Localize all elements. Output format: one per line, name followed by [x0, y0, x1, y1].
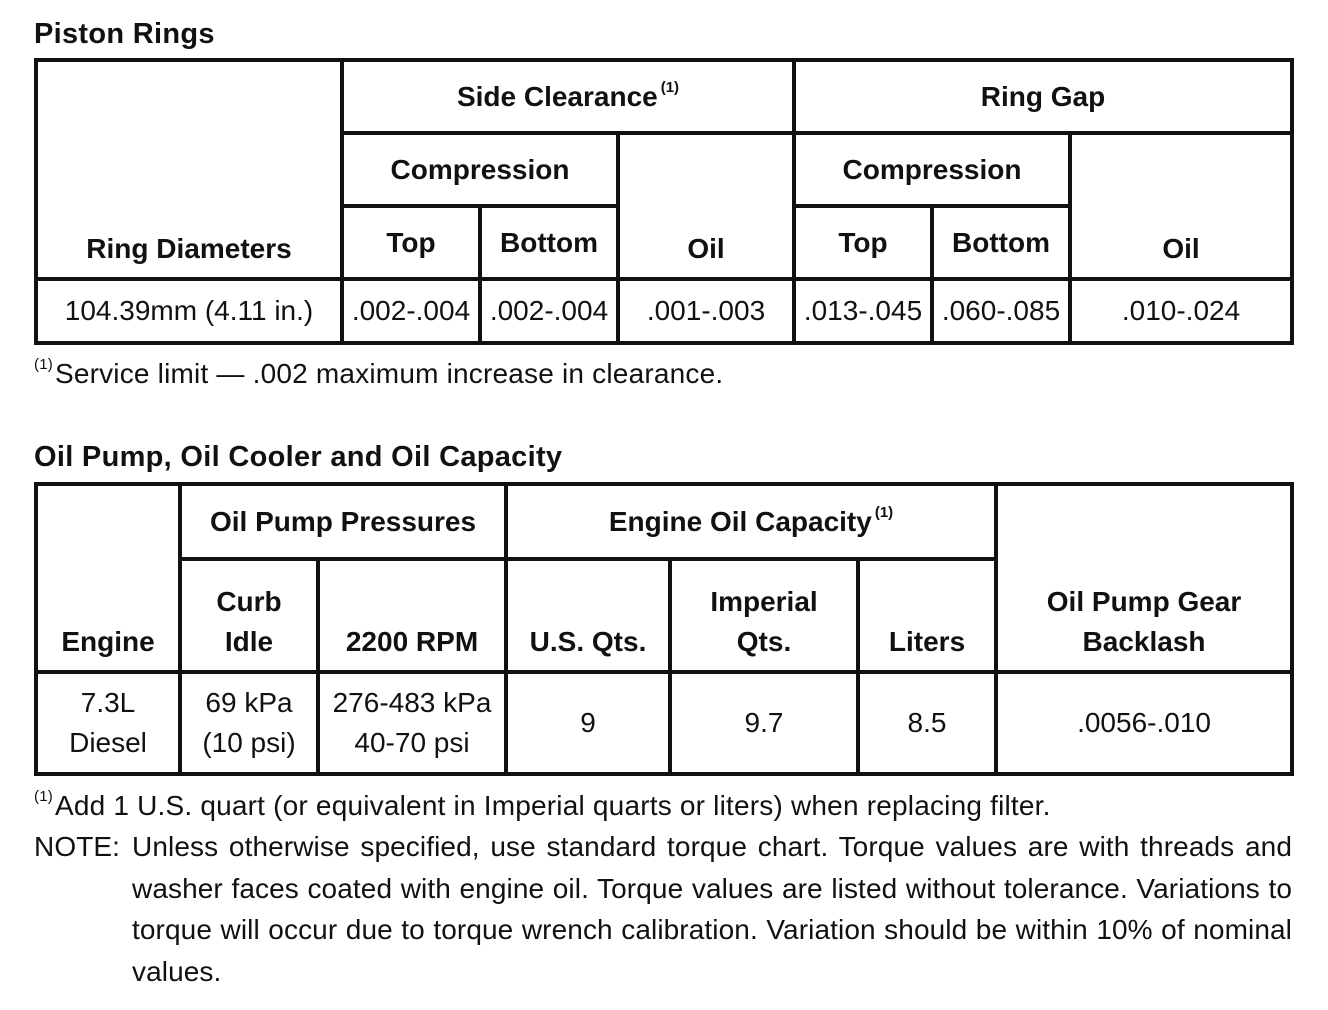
curb-idle-header: [180, 559, 318, 672]
footnote-text: Service limit — .002 maximum increase in clearance.: [54, 358, 724, 389]
side-clearance-label: Side Clearance: [456, 80, 658, 112]
side-clearance-header: [342, 60, 794, 133]
ring-diameters-header: Ring Diameters: [36, 60, 342, 279]
oil-pump-title: Oil Pump, Oil Cooler and Oil Capacity: [34, 441, 563, 473]
sc-oil-value: .001-.003: [618, 279, 794, 343]
engine-value: [36, 672, 180, 774]
side-clearance-footnote-marker: (1): [660, 78, 680, 96]
gear-backlash-line1: Oil Pump Gear: [1046, 586, 1242, 617]
rg-bottom-header: Bottom: [932, 206, 1070, 279]
us-qts-header: U.S. Qts.: [506, 559, 670, 672]
ring-gap-header: Ring Gap: [794, 60, 1292, 133]
imperial-qts-line2: Qts.: [736, 626, 792, 657]
footnote-text: Add 1 U.S. quart (or equivalent in Imperial quarts or liters) when replacing filter.: [54, 790, 1051, 821]
curb-idle-value-line1: 69 kPa: [205, 687, 293, 718]
footnote-marker: (1): [34, 356, 53, 373]
ring-diameter-value: 104.39mm (4.11 in.): [36, 279, 342, 343]
liters-value: 8.5: [858, 672, 996, 774]
sc-oil-header: Oil: [618, 133, 794, 279]
oil-capacity-label: Engine Oil Capacity: [608, 505, 872, 537]
rg-top-header: Top: [794, 206, 932, 279]
imperial-qts-line1: Imperial: [710, 586, 818, 617]
curb-idle-line2: Idle: [224, 626, 274, 657]
liters-header: Liters: [858, 559, 996, 672]
curb-idle-value: [180, 672, 318, 774]
rpm-value-line1: 276-483 kPa: [332, 687, 492, 718]
gear-backlash-value: .0056-.010: [996, 672, 1292, 774]
curb-idle-line1: Curb: [216, 586, 282, 617]
oil-capacity-header: [506, 484, 996, 559]
rg-compression-header: Compression: [794, 133, 1070, 206]
sc-compression-header: Compression: [342, 133, 618, 206]
engine-value-line2: Diesel: [69, 727, 147, 758]
rg-oil-header: Oil: [1070, 133, 1292, 279]
sc-top-header: Top: [342, 206, 480, 279]
gear-backlash-header: [996, 484, 1292, 672]
oil-capacity-footnote-marker: (1): [874, 503, 894, 521]
rg-oil-value: .010-.024: [1070, 279, 1292, 343]
note-label: NOTE:: [34, 831, 121, 862]
oil-pump-footnote: [34, 788, 1051, 821]
gear-backlash-line2: Backlash: [1082, 626, 1206, 657]
rg-top-value: .013-.045: [794, 279, 932, 343]
piston-rings-table: [34, 58, 1294, 345]
us-qts-value: 9: [506, 672, 670, 774]
imperial-qts-value: 9.7: [670, 672, 858, 774]
oil-pump-table: [34, 482, 1294, 776]
rpm-value: [318, 672, 506, 774]
imperial-qts-header: [670, 559, 858, 672]
note-text: Unless otherwise specified, use standard torque chart. Torque values are with threads and washer faces coated with engine oil. Torque values are listed without tolerance. Variations to torque will occur due to torque wrench calibration. Variation should be within 10% of nominal values.: [132, 831, 1292, 987]
pump-pressures-header: Oil Pump Pressures: [180, 484, 506, 559]
piston-rings-footnote: [34, 356, 724, 389]
footnote-marker: (1): [34, 788, 53, 805]
table-row: [36, 672, 1292, 774]
engine-header: Engine: [36, 484, 180, 672]
rg-bottom-value: .060-.085: [932, 279, 1070, 343]
piston-rings-title: Piston Rings: [34, 18, 215, 50]
engine-value-line1: 7.3L: [80, 687, 136, 718]
curb-idle-value-line2: (10 psi): [202, 727, 296, 758]
rpm-value-line2: 40-70 psi: [354, 727, 470, 758]
sc-bottom-value: .002-.004: [480, 279, 618, 343]
sc-bottom-header: Bottom: [480, 206, 618, 279]
sc-top-value: .002-.004: [342, 279, 480, 343]
rpm-header: 2200 RPM: [318, 559, 506, 672]
table-row: [36, 279, 1292, 343]
